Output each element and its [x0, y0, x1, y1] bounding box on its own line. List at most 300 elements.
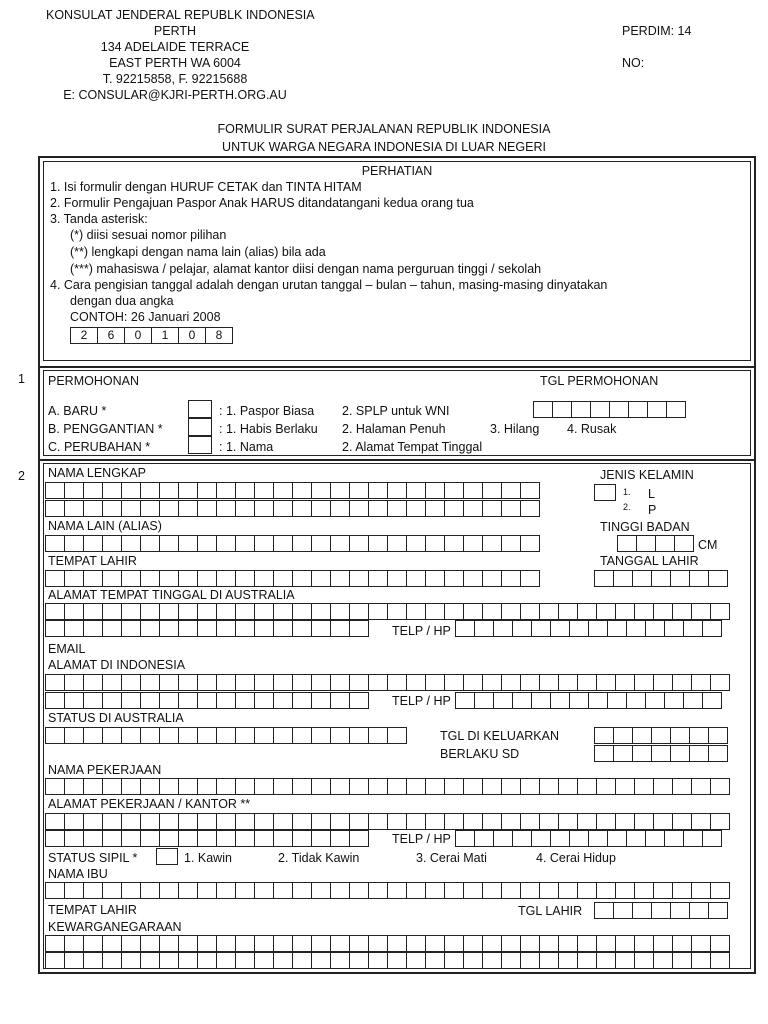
char-box[interactable] — [235, 482, 255, 499]
char-box[interactable] — [520, 570, 540, 587]
char-box[interactable] — [683, 830, 703, 847]
char-box[interactable] — [197, 570, 217, 587]
char-box[interactable] — [406, 882, 426, 899]
char-box[interactable] — [178, 535, 198, 552]
char-box[interactable] — [501, 778, 521, 795]
char-box[interactable] — [273, 882, 293, 899]
char-box[interactable] — [607, 692, 627, 709]
alamat-indonesia-boxes-row2[interactable] — [45, 692, 368, 709]
char-box[interactable] — [330, 882, 350, 899]
char-box[interactable] — [664, 620, 684, 637]
char-box[interactable] — [235, 778, 255, 795]
char-box[interactable] — [689, 570, 709, 587]
char-box[interactable] — [83, 882, 103, 899]
char-box[interactable] — [691, 813, 711, 830]
char-box[interactable] — [64, 935, 84, 952]
char-box[interactable] — [645, 692, 665, 709]
char-box[interactable] — [140, 603, 160, 620]
char-box[interactable] — [463, 778, 483, 795]
alamat-australia-boxes[interactable] — [45, 603, 729, 620]
char-box[interactable] — [349, 603, 369, 620]
char-box[interactable] — [708, 570, 728, 587]
char-box[interactable] — [178, 727, 198, 744]
char-box[interactable] — [539, 952, 559, 969]
char-box[interactable] — [569, 830, 589, 847]
char-box[interactable] — [463, 813, 483, 830]
char-box[interactable] — [235, 500, 255, 517]
char-box[interactable] — [710, 952, 730, 969]
char-box[interactable] — [670, 727, 690, 744]
char-box[interactable] — [83, 535, 103, 552]
char-box[interactable] — [273, 692, 293, 709]
char-box[interactable] — [539, 778, 559, 795]
char-box[interactable] — [349, 830, 369, 847]
char-box[interactable] — [444, 952, 464, 969]
char-box[interactable] — [501, 482, 521, 499]
char-box[interactable] — [368, 813, 388, 830]
char-box[interactable] — [254, 952, 274, 969]
char-box[interactable] — [550, 692, 570, 709]
char-box[interactable] — [444, 535, 464, 552]
char-box[interactable] — [594, 570, 614, 587]
jenis-kelamin-checkbox[interactable] — [594, 484, 616, 501]
char-box[interactable] — [387, 570, 407, 587]
char-box[interactable] — [121, 570, 141, 587]
char-box[interactable] — [613, 745, 633, 762]
char-box[interactable] — [626, 692, 646, 709]
char-box[interactable] — [83, 603, 103, 620]
char-box[interactable] — [482, 603, 502, 620]
char-box[interactable] — [482, 813, 502, 830]
char-box[interactable] — [368, 603, 388, 620]
char-box[interactable] — [626, 830, 646, 847]
char-box[interactable] — [482, 952, 502, 969]
char-box[interactable] — [617, 535, 637, 552]
char-box[interactable] — [474, 620, 494, 637]
char-box[interactable] — [102, 727, 122, 744]
char-box[interactable] — [216, 620, 236, 637]
char-box[interactable] — [64, 882, 84, 899]
char-box[interactable] — [273, 482, 293, 499]
char-box[interactable] — [254, 935, 274, 952]
char-box[interactable] — [672, 813, 692, 830]
telp-hp-boxes-2[interactable] — [455, 692, 721, 709]
alamat-indonesia-boxes[interactable] — [45, 674, 729, 691]
char-box[interactable] — [216, 935, 236, 952]
status-australia-boxes[interactable] — [45, 727, 406, 744]
kewarganegaraan-boxes[interactable] — [45, 935, 729, 952]
char-box[interactable] — [102, 935, 122, 952]
char-box[interactable] — [235, 603, 255, 620]
char-box[interactable] — [683, 692, 703, 709]
char-box[interactable] — [159, 952, 179, 969]
char-box[interactable] — [235, 620, 255, 637]
char-box[interactable] — [634, 882, 654, 899]
char-box[interactable] — [702, 692, 722, 709]
char-box[interactable] — [64, 535, 84, 552]
char-box[interactable] — [330, 692, 350, 709]
char-box[interactable] — [368, 727, 388, 744]
char-box[interactable] — [653, 882, 673, 899]
char-box[interactable] — [254, 482, 274, 499]
char-box[interactable] — [254, 674, 274, 691]
char-box[interactable] — [653, 674, 673, 691]
char-box[interactable] — [330, 620, 350, 637]
char-box[interactable] — [159, 882, 179, 899]
char-box[interactable] — [83, 952, 103, 969]
char-box[interactable] — [710, 882, 730, 899]
char-box[interactable] — [615, 813, 635, 830]
char-box[interactable] — [569, 620, 589, 637]
char-box[interactable] — [197, 952, 217, 969]
char-box[interactable] — [387, 482, 407, 499]
char-box[interactable] — [292, 727, 312, 744]
char-box[interactable] — [387, 674, 407, 691]
char-box[interactable] — [406, 482, 426, 499]
char-box[interactable] — [216, 778, 236, 795]
char-box[interactable] — [520, 935, 540, 952]
char-box[interactable] — [140, 935, 160, 952]
char-box[interactable] — [159, 692, 179, 709]
char-box[interactable] — [121, 882, 141, 899]
char-box[interactable] — [368, 778, 388, 795]
char-box[interactable] — [235, 952, 255, 969]
char-box[interactable] — [254, 570, 274, 587]
char-box[interactable] — [406, 952, 426, 969]
char-box[interactable] — [596, 882, 616, 899]
char-box[interactable] — [140, 692, 160, 709]
char-box[interactable] — [501, 813, 521, 830]
tgl-dikeluarkan-boxes[interactable] — [594, 727, 727, 744]
char-box[interactable] — [159, 620, 179, 637]
char-box[interactable] — [482, 500, 502, 517]
char-box[interactable] — [45, 500, 65, 517]
char-box[interactable] — [634, 952, 654, 969]
char-box[interactable] — [594, 745, 614, 762]
char-box[interactable] — [159, 813, 179, 830]
char-box[interactable] — [140, 778, 160, 795]
char-box[interactable] — [520, 603, 540, 620]
char-box[interactable] — [645, 830, 665, 847]
char-box[interactable] — [216, 500, 236, 517]
char-box[interactable] — [235, 830, 255, 847]
char-box[interactable] — [577, 935, 597, 952]
char-box[interactable] — [596, 813, 616, 830]
char-box[interactable] — [292, 952, 312, 969]
char-box[interactable] — [45, 952, 65, 969]
char-box[interactable] — [425, 952, 445, 969]
char-box[interactable] — [330, 674, 350, 691]
char-box[interactable] — [102, 813, 122, 830]
char-box[interactable] — [634, 813, 654, 830]
char-box[interactable] — [140, 882, 160, 899]
char-box[interactable] — [292, 535, 312, 552]
char-box[interactable] — [121, 813, 141, 830]
alamat-pekerjaan-boxes-row2[interactable] — [45, 830, 368, 847]
char-box[interactable] — [577, 603, 597, 620]
char-box[interactable] — [121, 952, 141, 969]
char-box[interactable] — [558, 882, 578, 899]
char-box[interactable] — [539, 813, 559, 830]
char-box[interactable] — [708, 902, 728, 919]
char-box[interactable] — [121, 500, 141, 517]
char-box[interactable] — [45, 570, 65, 587]
char-box[interactable] — [609, 401, 629, 418]
char-box[interactable] — [64, 813, 84, 830]
char-box[interactable] — [235, 935, 255, 952]
char-box[interactable] — [311, 570, 331, 587]
char-box[interactable] — [569, 692, 589, 709]
char-box[interactable] — [482, 482, 502, 499]
char-box[interactable] — [710, 778, 730, 795]
char-box[interactable] — [102, 603, 122, 620]
char-box[interactable] — [83, 692, 103, 709]
char-box[interactable] — [666, 401, 686, 418]
char-box[interactable] — [710, 674, 730, 691]
char-box[interactable] — [613, 727, 633, 744]
nama-lain-boxes[interactable] — [45, 535, 539, 552]
char-box[interactable] — [493, 830, 513, 847]
char-box[interactable] — [626, 620, 646, 637]
char-box[interactable] — [463, 500, 483, 517]
char-box[interactable] — [273, 603, 293, 620]
char-box[interactable] — [292, 813, 312, 830]
char-box[interactable] — [702, 830, 722, 847]
char-box[interactable] — [216, 603, 236, 620]
char-box[interactable] — [330, 603, 350, 620]
char-box[interactable] — [45, 620, 65, 637]
char-box[interactable] — [311, 813, 331, 830]
char-box[interactable] — [463, 935, 483, 952]
char-box[interactable] — [349, 813, 369, 830]
char-box[interactable] — [651, 902, 671, 919]
char-box[interactable] — [689, 727, 709, 744]
char-box[interactable] — [45, 603, 65, 620]
char-box[interactable] — [632, 745, 652, 762]
char-box[interactable] — [273, 674, 293, 691]
char-box[interactable] — [444, 482, 464, 499]
char-box[interactable] — [159, 778, 179, 795]
char-box[interactable] — [102, 692, 122, 709]
char-box[interactable] — [330, 500, 350, 517]
char-box[interactable] — [387, 500, 407, 517]
char-box[interactable] — [596, 935, 616, 952]
char-box[interactable] — [311, 482, 331, 499]
char-box[interactable] — [178, 813, 198, 830]
char-box[interactable] — [64, 620, 84, 637]
char-box[interactable] — [102, 535, 122, 552]
char-box[interactable] — [45, 935, 65, 952]
char-box[interactable] — [330, 935, 350, 952]
char-box[interactable] — [501, 535, 521, 552]
char-box[interactable] — [197, 620, 217, 637]
char-box[interactable] — [425, 535, 445, 552]
char-box[interactable] — [140, 570, 160, 587]
char-box[interactable] — [482, 570, 502, 587]
char-box[interactable] — [406, 778, 426, 795]
char-box[interactable] — [64, 692, 84, 709]
char-box[interactable] — [102, 500, 122, 517]
char-box[interactable] — [83, 500, 103, 517]
char-box[interactable] — [83, 830, 103, 847]
char-box[interactable] — [653, 603, 673, 620]
nama-pekerjaan-boxes[interactable] — [45, 778, 729, 795]
char-box[interactable] — [178, 482, 198, 499]
char-box[interactable] — [64, 482, 84, 499]
char-box[interactable] — [197, 778, 217, 795]
option-a-checkbox[interactable] — [188, 400, 212, 418]
char-box[interactable] — [311, 727, 331, 744]
char-box[interactable] — [368, 570, 388, 587]
char-box[interactable] — [474, 830, 494, 847]
char-box[interactable] — [349, 952, 369, 969]
char-box[interactable] — [670, 570, 690, 587]
char-box[interactable] — [387, 778, 407, 795]
char-box[interactable] — [292, 882, 312, 899]
char-box[interactable] — [634, 603, 654, 620]
char-box[interactable] — [596, 674, 616, 691]
char-box[interactable] — [159, 830, 179, 847]
char-box[interactable] — [672, 882, 692, 899]
char-box[interactable] — [197, 674, 217, 691]
char-box[interactable] — [216, 692, 236, 709]
char-box[interactable] — [670, 745, 690, 762]
char-box[interactable] — [197, 813, 217, 830]
char-box[interactable] — [588, 692, 608, 709]
char-box[interactable] — [83, 620, 103, 637]
char-box[interactable] — [197, 603, 217, 620]
char-box[interactable] — [83, 935, 103, 952]
char-box[interactable] — [159, 727, 179, 744]
char-box[interactable] — [273, 620, 293, 637]
char-box[interactable] — [613, 570, 633, 587]
char-box[interactable] — [463, 535, 483, 552]
char-box[interactable] — [197, 882, 217, 899]
char-box[interactable] — [64, 727, 84, 744]
char-box[interactable] — [102, 952, 122, 969]
char-box[interactable] — [254, 882, 274, 899]
char-box[interactable] — [254, 692, 274, 709]
char-box[interactable] — [311, 500, 331, 517]
char-box[interactable] — [311, 535, 331, 552]
nama-lengkap-boxes-row2[interactable] — [45, 500, 539, 517]
char-box[interactable] — [292, 500, 312, 517]
char-box[interactable] — [672, 603, 692, 620]
char-box[interactable] — [235, 727, 255, 744]
char-box[interactable] — [558, 778, 578, 795]
char-box[interactable] — [607, 830, 627, 847]
char-box[interactable] — [588, 830, 608, 847]
char-box[interactable] — [691, 952, 711, 969]
char-box[interactable] — [596, 603, 616, 620]
char-box[interactable] — [632, 727, 652, 744]
char-box[interactable] — [254, 727, 274, 744]
tanggal-lahir-boxes[interactable] — [594, 570, 727, 587]
char-box[interactable] — [577, 674, 597, 691]
char-box[interactable] — [273, 952, 293, 969]
char-box[interactable] — [330, 535, 350, 552]
char-box[interactable] — [444, 882, 464, 899]
char-box[interactable] — [121, 692, 141, 709]
char-box[interactable] — [121, 727, 141, 744]
char-box[interactable] — [102, 778, 122, 795]
char-box[interactable] — [474, 692, 494, 709]
char-box[interactable] — [216, 952, 236, 969]
char-box[interactable] — [444, 935, 464, 952]
char-box[interactable] — [482, 535, 502, 552]
option-b-checkbox[interactable] — [188, 418, 212, 436]
char-box[interactable] — [368, 500, 388, 517]
char-box[interactable] — [651, 727, 671, 744]
alamat-australia-boxes-row2[interactable] — [45, 620, 368, 637]
char-box[interactable] — [425, 882, 445, 899]
char-box[interactable] — [121, 778, 141, 795]
char-box[interactable] — [64, 830, 84, 847]
char-box[interactable] — [558, 603, 578, 620]
char-box[interactable] — [689, 902, 709, 919]
alamat-pekerjaan-boxes[interactable] — [45, 813, 729, 830]
char-box[interactable] — [216, 882, 236, 899]
char-box[interactable] — [520, 482, 540, 499]
char-box[interactable] — [330, 570, 350, 587]
char-box[interactable] — [330, 813, 350, 830]
option-c-checkbox[interactable] — [188, 436, 212, 454]
char-box[interactable] — [463, 570, 483, 587]
char-box[interactable] — [64, 603, 84, 620]
char-box[interactable] — [672, 935, 692, 952]
char-box[interactable] — [691, 882, 711, 899]
char-box[interactable] — [178, 830, 198, 847]
char-box[interactable] — [607, 620, 627, 637]
char-box[interactable] — [463, 603, 483, 620]
char-box[interactable] — [140, 535, 160, 552]
char-box[interactable] — [349, 778, 369, 795]
char-box[interactable] — [552, 401, 572, 418]
char-box[interactable] — [615, 882, 635, 899]
char-box[interactable] — [45, 482, 65, 499]
char-box[interactable] — [615, 674, 635, 691]
char-box[interactable] — [197, 727, 217, 744]
char-box[interactable] — [596, 952, 616, 969]
char-box[interactable] — [216, 535, 236, 552]
char-box[interactable] — [254, 500, 274, 517]
char-box[interactable] — [311, 952, 331, 969]
char-box[interactable] — [691, 603, 711, 620]
char-box[interactable] — [140, 830, 160, 847]
char-box[interactable] — [493, 692, 513, 709]
char-box[interactable] — [425, 674, 445, 691]
char-box[interactable] — [159, 500, 179, 517]
char-box[interactable] — [455, 830, 475, 847]
char-box[interactable] — [159, 570, 179, 587]
char-box[interactable] — [406, 570, 426, 587]
char-box[interactable] — [178, 500, 198, 517]
char-box[interactable] — [140, 952, 160, 969]
telp-hp-boxes-1[interactable] — [455, 620, 721, 637]
char-box[interactable] — [482, 882, 502, 899]
char-box[interactable] — [235, 692, 255, 709]
char-box[interactable] — [311, 882, 331, 899]
char-box[interactable] — [311, 830, 331, 847]
char-box[interactable] — [45, 830, 65, 847]
nama-ibu-boxes[interactable] — [45, 882, 729, 899]
char-box[interactable] — [387, 727, 407, 744]
char-box[interactable] — [615, 935, 635, 952]
char-box[interactable] — [254, 535, 274, 552]
tempat-lahir-boxes[interactable] — [45, 570, 539, 587]
char-box[interactable] — [159, 674, 179, 691]
char-box[interactable] — [520, 674, 540, 691]
